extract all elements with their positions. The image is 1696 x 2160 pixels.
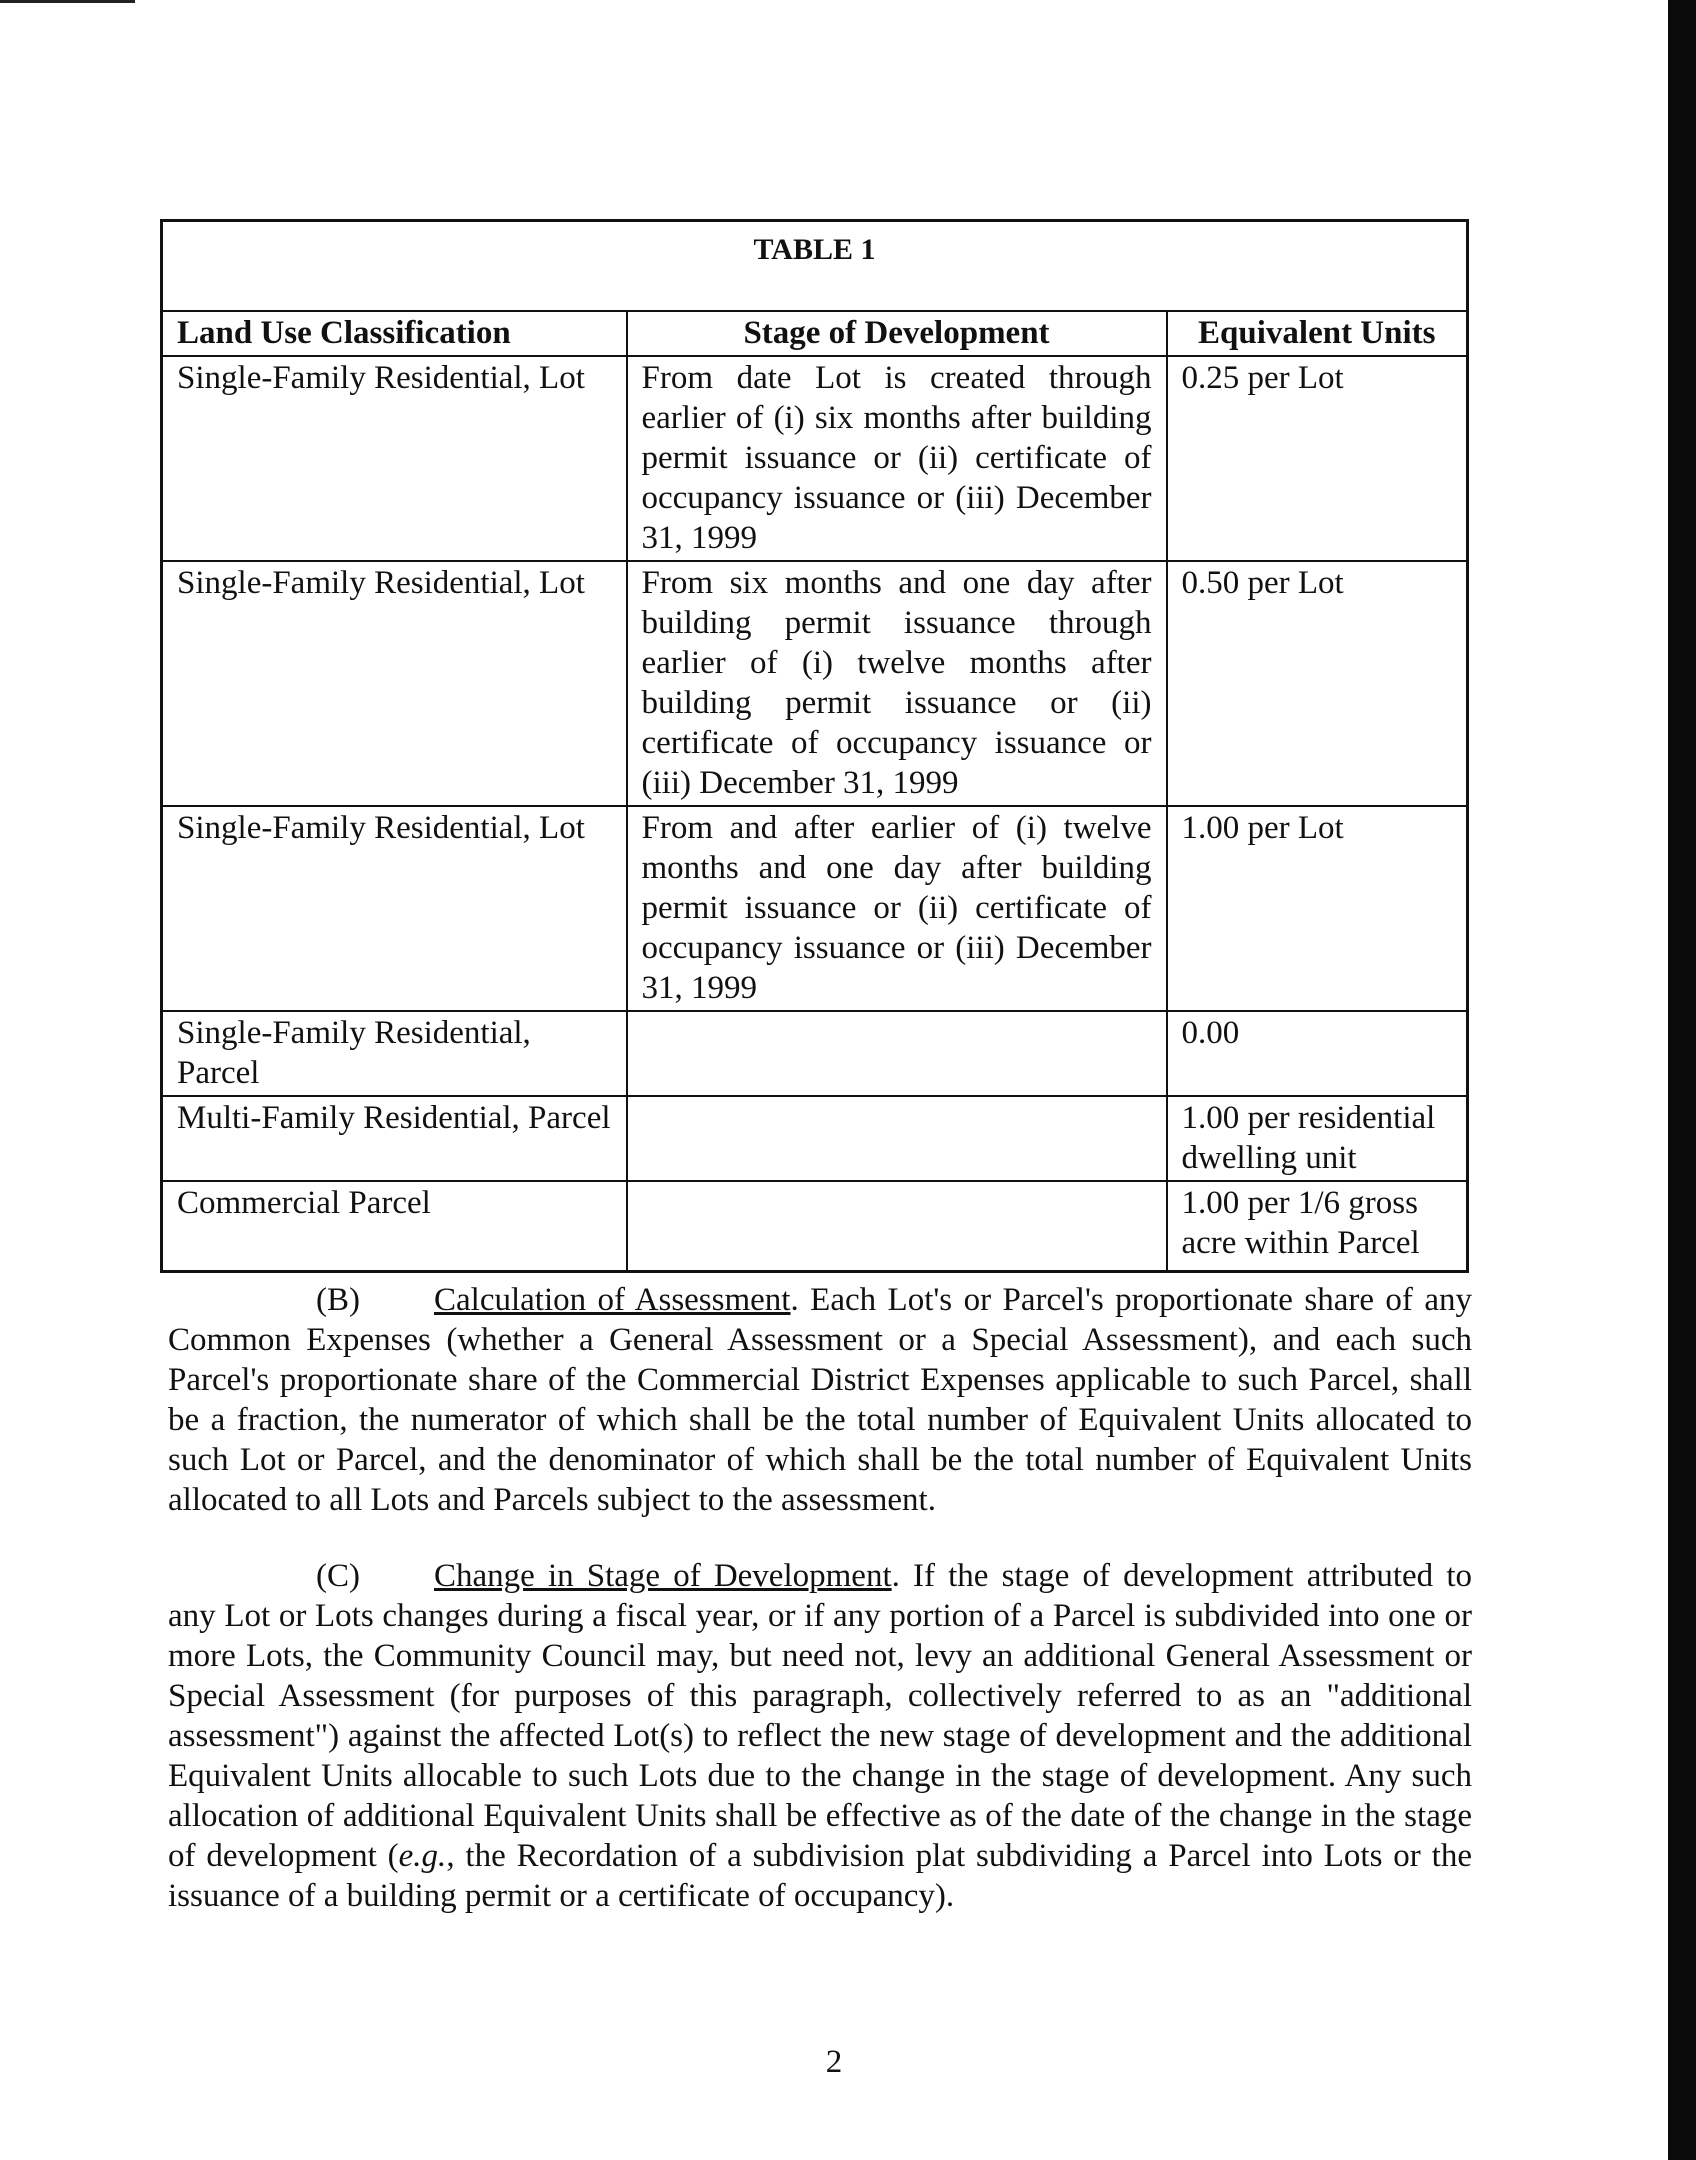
units-cell: 1.00 per Lot (1167, 806, 1468, 1011)
classification-cell: Single-Family Residential, Parcel (162, 1011, 627, 1096)
stage-cell (627, 1181, 1167, 1271)
scan-corner-mark (0, 0, 135, 3)
table-1 (160, 219, 1466, 1273)
column-header-stage: Stage of Development (627, 311, 1167, 356)
equivalent-units-table (160, 219, 1469, 1273)
stage-cell (627, 1096, 1167, 1181)
table-row (162, 1096, 1468, 1181)
classification-cell: Single-Family Residential, Lot (162, 561, 627, 806)
stage-cell (627, 1011, 1167, 1096)
stage-cell: From date Lot is created through earlier of (i) six months after building permit issuance or (ii) certificate of occupancy issuance or (iii) December 31, 1999 (627, 356, 1167, 561)
section-b-letter: (B) (316, 1282, 360, 1318)
units-cell: 0.50 per Lot (1167, 561, 1468, 806)
table-row (162, 1181, 1468, 1271)
section-b-body: . Each Lot's or Parcel's proportionate share of any Common Expenses (whether a General Assessment or a Special Assessment), and each such Parcel's proportionate share of the Commercial District Expenses applicable to such Parcel, shall be a fraction, the numerator of which shall be the total number of Equivalent Units allocated to such Lot or Parcel, and the denominator of which shall be the total number of Equivalent Units allocated to all Lots and Parcels subject to the assessment. (168, 1282, 1472, 1518)
table-row (162, 806, 1468, 1011)
classification-cell: Multi-Family Residential, Parcel (162, 1096, 627, 1181)
table-row (162, 1011, 1468, 1096)
stage-cell: From and after earlier of (i) twelve months and one day after building permit issuance or (ii) certificate of occupancy issuance or (iii) December 31, 1999 (627, 806, 1167, 1011)
units-cell: 0.00 (1167, 1011, 1468, 1096)
table-header-row (162, 311, 1468, 356)
section-b-heading: Calculation of Assessment (434, 1282, 791, 1318)
units-cell: 1.00 per 1/6 gross acre within Parcel (1167, 1181, 1468, 1271)
section-c-letter: (C) (316, 1558, 360, 1594)
classification-cell: Single-Family Residential, Lot (162, 806, 627, 1011)
page-number: 2 (825, 2044, 843, 2080)
table-row (162, 561, 1468, 806)
column-header-units: Equivalent Units (1167, 311, 1468, 356)
column-header-land-use: Land Use Classification (162, 311, 627, 356)
section-b-paragraph (168, 1280, 1472, 1520)
section-c-body-end: , the Recordation of a subdivision plat subdividing a Parcel into Lots or the issuance of a building permit or a certificate of occupancy). (168, 1838, 1472, 1914)
section-c-paragraph (168, 1556, 1472, 1916)
classification-cell: Commercial Parcel (162, 1181, 627, 1271)
classification-cell: Single-Family Residential, Lot (162, 356, 627, 561)
table-caption: TABLE 1 (162, 221, 1468, 312)
section-c-heading: Change in Stage of Development (434, 1558, 892, 1594)
units-cell: 0.25 per Lot (1167, 356, 1468, 561)
table-row (162, 356, 1468, 561)
stage-cell: From six months and one day after building permit issuance through earlier of (i) twelve months after building permit issuance or (ii) certificate of occupancy issuance or (iii) December 31, 1999 (627, 561, 1167, 806)
units-cell: 1.00 per residential dwelling unit (1167, 1096, 1468, 1181)
section-c-eg: e.g. (398, 1838, 447, 1874)
section-c-body: . If the stage of development attributed to any Lot or Lots changes during a fiscal year, or if any portion of a Parcel is subdivided into one or more Lots, the Community Council may, but need not, levy an additional General Assessment or Special Assessment (for purposes of this paragraph, collectively referred to as an "additional assessment") against the affected Lot(s) to reflect the new stage of development and the additional Equivalent Units allocable to such Lots due to the change in the stage of development. Any such allocation of additional Equivalent Units shall be effective as of the date of the change in the stage of development ( (168, 1558, 1472, 1874)
scan-edge-bar (1668, 0, 1696, 2160)
